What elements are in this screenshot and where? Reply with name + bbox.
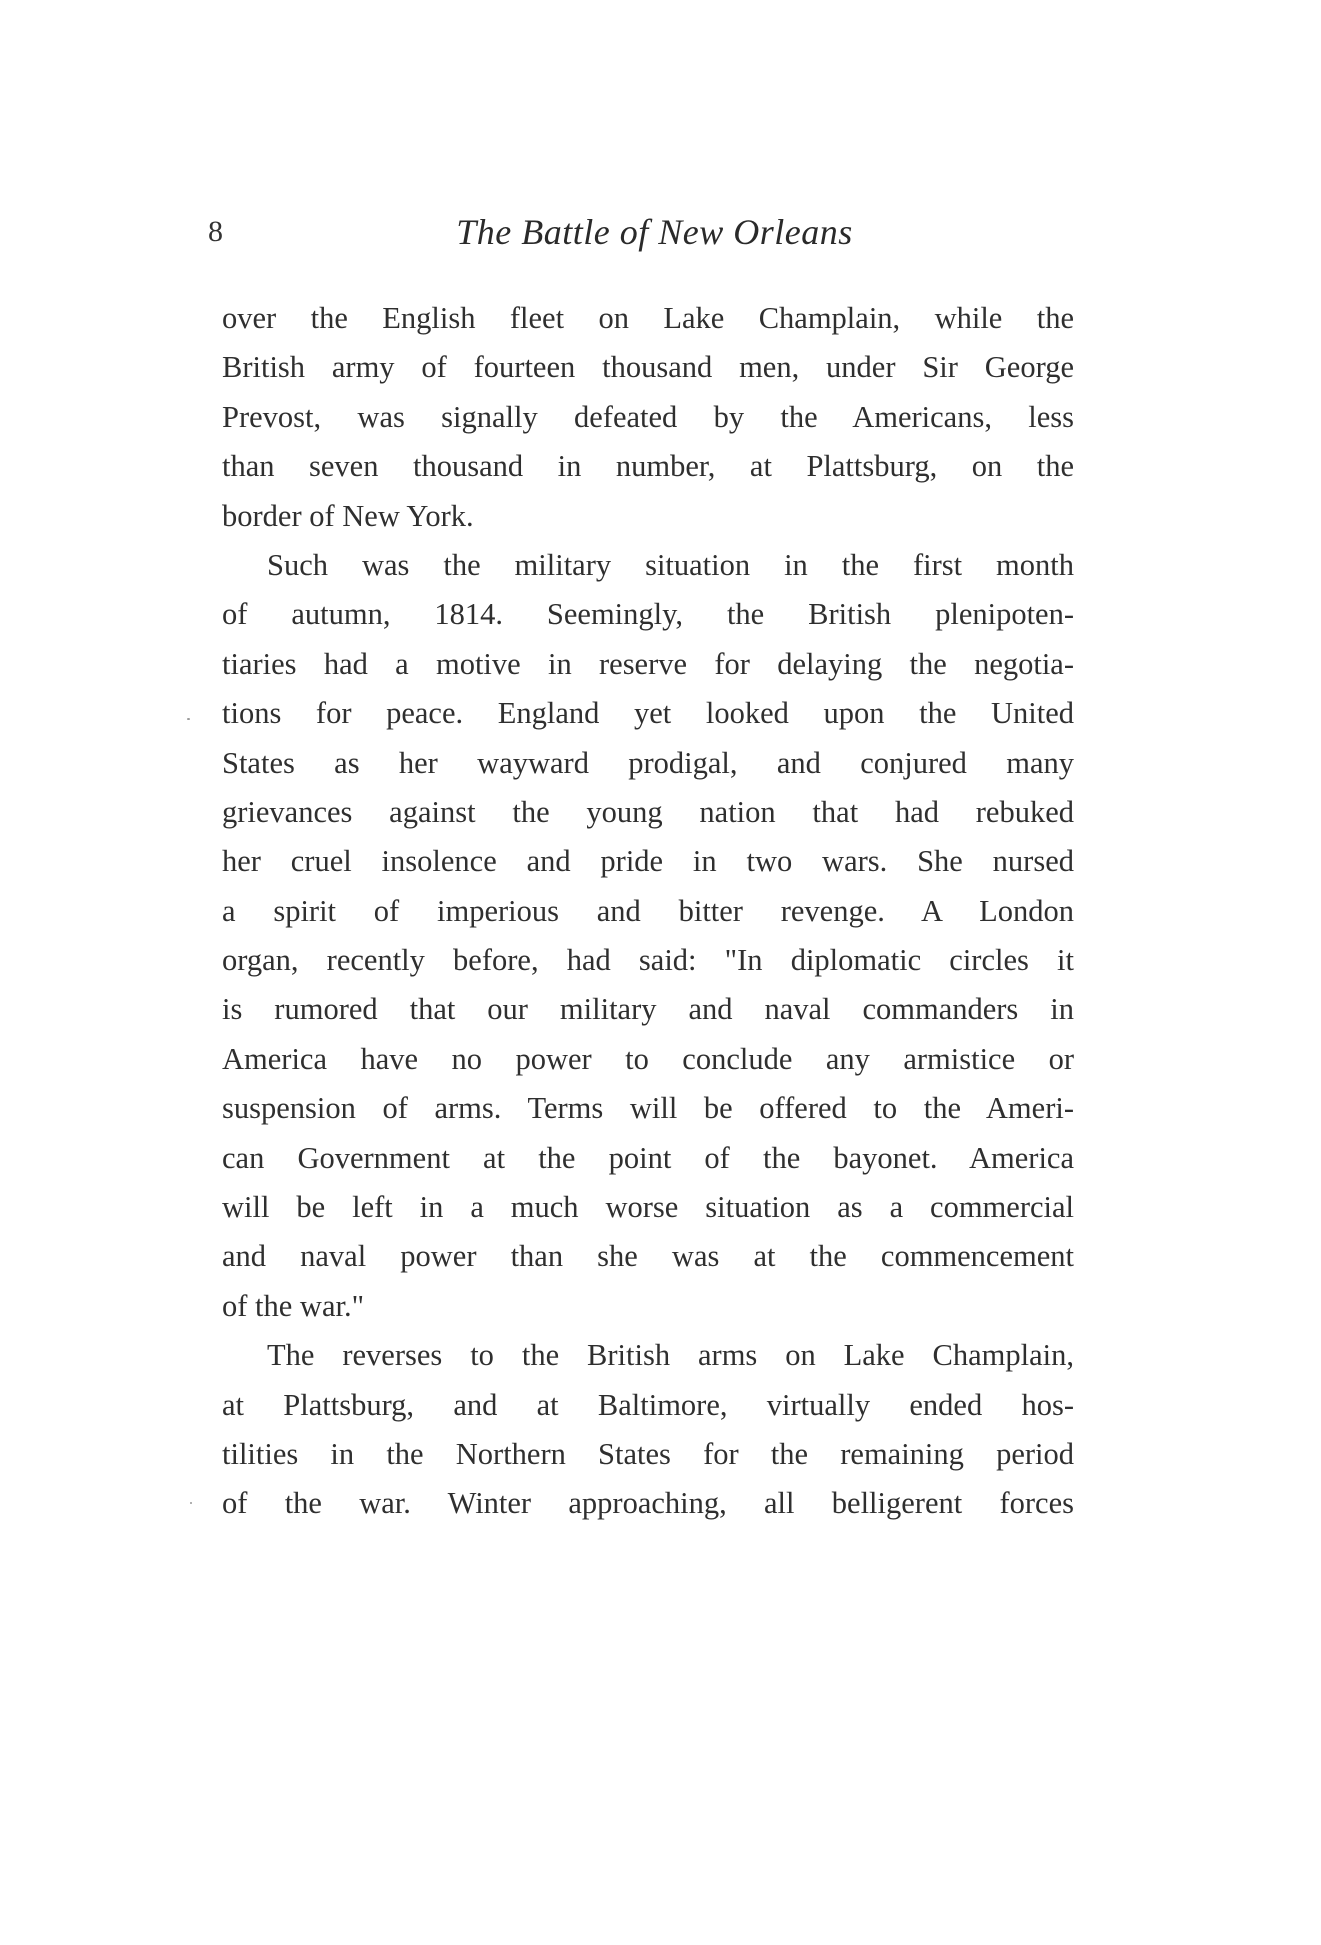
body-text: [222, 294, 1074, 1529]
text-line: British army of fourteen thousand men, under Sir George: [222, 350, 1074, 385]
text-line: tions for peace. England yet looked upon the United: [222, 696, 1074, 731]
scan-speck: [187, 718, 190, 720]
text-line: border of New York.: [222, 498, 474, 533]
text-line: a spirit of imperious and bitter revenge. A London: [222, 893, 1074, 928]
text-line: tilities in the Northern States for the remaining period: [222, 1436, 1074, 1471]
text-line: States as her wayward prodigal, and conjured many: [222, 745, 1074, 780]
text-line: than seven thousand in number, at Plattsburg, on the: [222, 449, 1074, 484]
text-line: grievances against the young nation that had rebuked: [222, 794, 1074, 829]
page-header: [208, 208, 1076, 256]
text-line: organ, recently before, had said: "In diplomatic circles it: [222, 943, 1074, 978]
text-line: of the war.": [222, 1288, 365, 1323]
text-line: suspension of arms. Terms will be offered to the Ameri-: [222, 1091, 1074, 1126]
text-line: is rumored that our military and naval commanders in: [222, 992, 1074, 1027]
text-line: Such was the military situation in the first month: [267, 547, 1074, 582]
text-line: will be left in a much worse situation as a commercial: [222, 1190, 1074, 1225]
text-line: The reverses to the British arms on Lake Champlain,: [267, 1338, 1074, 1373]
scan-speck: [190, 1502, 192, 1504]
page-number: 8: [208, 215, 223, 248]
text-line: of the war. Winter approaching, all belligerent forces: [222, 1486, 1074, 1521]
text-line: over the English fleet on Lake Champlain, while the: [222, 301, 1074, 335]
running-title: The Battle of New Orleans: [456, 212, 853, 252]
text-line: tiaries had a motive in reserve for delaying the negotia-: [222, 646, 1074, 681]
text-line: her cruel insolence and pride in two wars. She nursed: [222, 844, 1074, 879]
text-line: Prevost, was signally defeated by the Americans, less: [222, 399, 1074, 434]
text-line: America have no power to conclude any armistice or: [222, 1041, 1074, 1076]
text-line: at Plattsburg, and at Baltimore, virtually ended hos-: [222, 1387, 1074, 1422]
text-line: of autumn, 1814. Seemingly, the British plenipoten-: [222, 597, 1074, 632]
text-line: and naval power than she was at the commencement: [222, 1239, 1074, 1274]
text-line: can Government at the point of the bayonet. America: [222, 1140, 1074, 1175]
